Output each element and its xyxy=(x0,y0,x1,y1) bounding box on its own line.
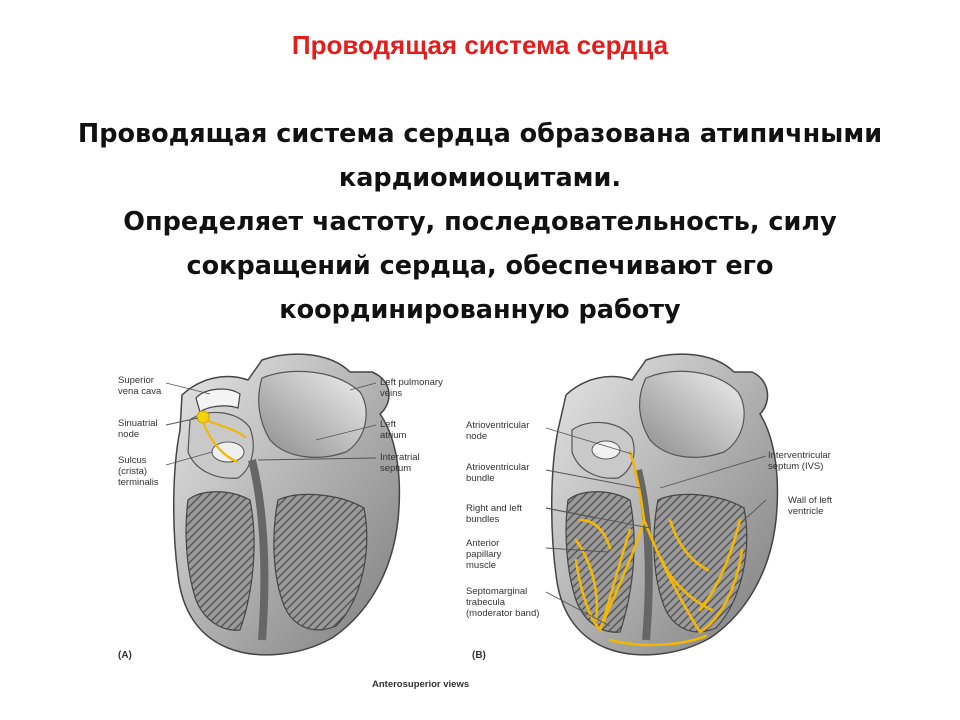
label-left-pulmonary-veins: Left pulmonary veins xyxy=(380,377,443,399)
body-line-3: Определяет частоту, последовательность, силу xyxy=(123,207,837,237)
label-wall-left-ventricle: Wall of left ventricle xyxy=(788,495,832,517)
heart-b-illustration xyxy=(546,354,777,655)
label-atrioventricular-node: Atrioventricular node xyxy=(466,420,530,442)
label-septomarginal-trabecula: Septomarginal trabecula (moderator band) xyxy=(466,586,540,619)
panel-a-tag: (A) xyxy=(118,650,132,661)
slide-title: Проводящая система сердца xyxy=(291,30,669,60)
label-atrioventricular-bundle: Atrioventricular bundle xyxy=(466,462,530,484)
body-line-2: кардиомиоцитами. xyxy=(338,163,622,193)
body-line-4: сокращений сердца, обеспечивают его xyxy=(186,251,774,281)
label-superior-vena-cava: Superior vena cava xyxy=(118,375,162,397)
label-left-atrium: Left atrium xyxy=(380,419,407,441)
figure-caption: Anterosuperior views xyxy=(372,679,470,690)
label-interventricular-septum: Interventricular septum (IVS) xyxy=(768,450,831,472)
label-sinuatrial-node: Sinuatrial node xyxy=(118,418,158,440)
panel-b-tag: (B) xyxy=(472,650,486,661)
label-sulcus-terminalis: Sulcus (crista) terminalis xyxy=(118,455,159,488)
label-interatrial-septum: Interatrial septum xyxy=(380,452,420,474)
body-line-5: координированную работу xyxy=(279,295,681,325)
label-anterior-papillary-muscle: Anterior papillary muscle xyxy=(466,538,502,571)
body-line-1: Проводящая система сердца образована атипичными xyxy=(77,119,883,149)
heart-a-illustration xyxy=(166,354,399,655)
label-right-left-bundles: Right and left bundles xyxy=(466,503,522,525)
